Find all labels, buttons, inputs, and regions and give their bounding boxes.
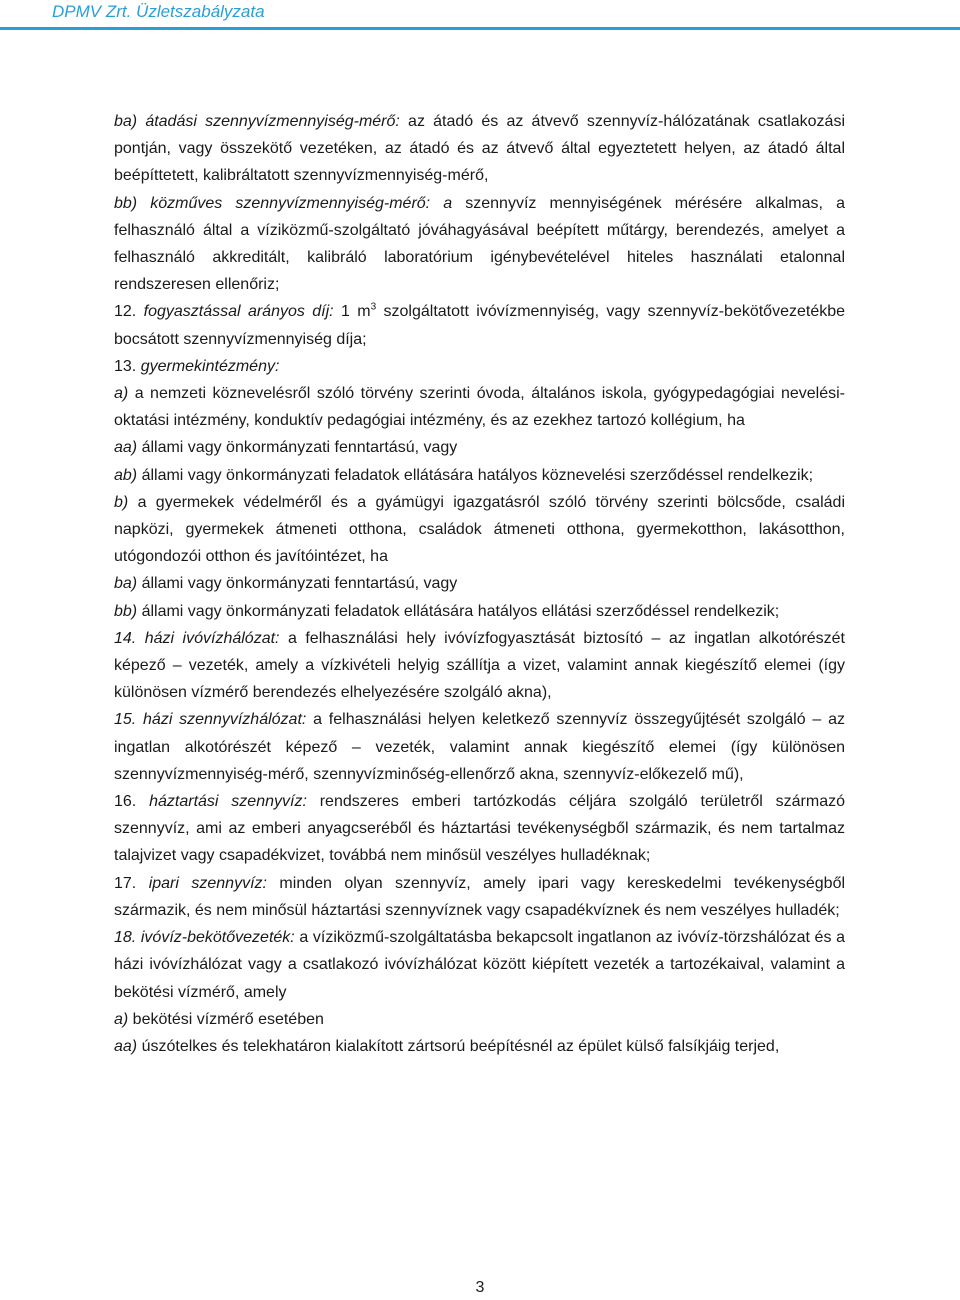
definition-text: bekötési vízmérő esetében bbox=[128, 1010, 324, 1028]
definition-text: szennyvíz mennyiségének mérésére alkalmas, a felhasználó által a víziközmű-szolgáltató jóváhagyásával beépített műtárgy, berendezés, amelyet a felhasználó akkreditált, kalibráló laboratórium igénybevételével hiteles használati etalonnal rendszeresen ellenőriz; bbox=[114, 194, 845, 294]
definition-text: úszótelkes és telekhatáron kialakított zártsorú beépítésnél az épület külső falsíkjáig terjed, bbox=[137, 1037, 780, 1055]
definition-paragraph bbox=[114, 706, 845, 788]
definition-label: bb) közműves szennyvízmennyiség-mérő: a bbox=[114, 194, 453, 212]
document-body bbox=[114, 108, 845, 1060]
definition-text: minden olyan szennyvíz, amely ipari vagy kereskedelmi tevékenységből származik, és nem minősül háztartási szennyvíznek vagy csapadékvíznek és nem veszélyes hulladék; bbox=[114, 874, 846, 919]
definition-paragraph bbox=[114, 570, 845, 597]
definition-paragraph bbox=[114, 298, 845, 352]
definition-label: bb) bbox=[114, 602, 138, 620]
definition-label: ba) átadási szennyvízmennyiség-mérő: bbox=[114, 113, 400, 130]
header-divider bbox=[0, 27, 960, 30]
definition-label: b) bbox=[114, 493, 129, 511]
definition-text: állami vagy önkormányzati fenntartású, vagy bbox=[137, 575, 458, 593]
definition-paragraph bbox=[114, 353, 845, 380]
definition-text: a gyermekek védelméről és a gyámügyi igazgatásról szóló törvény szerinti bölcsőde, családi napközi, gyermekek átmeneti otthona, családok átmeneti otthona, gyermekotthon, lakásotthon, utógondozói otthon és javítóintézet, ha bbox=[114, 493, 845, 566]
definition-label: a) bbox=[114, 1010, 129, 1028]
definition-text: állami vagy önkormányzati fenntartású, vagy bbox=[137, 439, 458, 457]
definition-paragraph bbox=[114, 924, 845, 1006]
definition-label: háztartási szennyvíz: bbox=[149, 793, 307, 811]
definition-text: állami vagy önkormányzati feladatok ellátására hatályos köznevelési szerződéssel rendelkezik; bbox=[137, 466, 814, 484]
definition-text: rendszeres emberi tartózkodás céljára szolgáló területről származó szennyvíz, ami az emberi anyagcseréből és háztartási tevékenységből származik, és nem tartalmaz talajvizet vagy csapadékvizet, továbbá nem minősül veszélyes hulladéknak; bbox=[114, 793, 845, 865]
page-number: 3 bbox=[475, 1279, 485, 1296]
definition-text: a felhasználási hely ivóvízfogyasztását biztosító – az ingatlan alkotórészét képező – vezeték, amely a vízkivételi helyig szállítja a vizet, valamint annak kiegészítő elemei (így különösen vízmérő berendezés elhelyezésére szolgáló akna), bbox=[114, 629, 845, 702]
definition-text: a víziközmű-szolgáltatásba bekapcsolt ingatlanon az ivóvíz-törzshálózat és a házi ivóvízhálózat vagy a csatlakozó ivóvízhálózat között kiépített vezeték a tartozékaival, valamint a bekötési vízmérő, amely bbox=[114, 929, 845, 1001]
definition-text: az átadó és az átvevő szennyvíz-hálózatának csatlakozási pontján, vagy összekötő vezetéken, az átadó és az átvevő által egyeztetett helyen, az átadó által beépíttetett, kalibráltatott szennyvízmennyiség-mérő, bbox=[114, 113, 845, 185]
definition-paragraph bbox=[114, 380, 845, 434]
definition-paragraph bbox=[114, 489, 845, 571]
definition-label: aa) bbox=[114, 1037, 138, 1055]
definition-paragraph bbox=[114, 788, 845, 870]
definition-number: 13. bbox=[114, 357, 141, 375]
definition-paragraph bbox=[114, 190, 845, 299]
definition-text: állami vagy önkormányzati feladatok ellátására hatályos ellátási szerződéssel rendelkezik; bbox=[137, 602, 780, 620]
definition-label: 15. házi szennyvízhálózat: bbox=[114, 711, 307, 729]
definition-number: 17. bbox=[114, 874, 149, 892]
definition-text: a nemzeti köznevelésről szóló törvény szerinti óvoda, általános iskola, gyógypedagógiai nevelési-oktatási intézmény, konduktív pedagógiai intézmény, és az ezekhez tartozó kollégium, ha bbox=[114, 385, 845, 430]
definition-number: 12. bbox=[114, 303, 144, 321]
definition-paragraph bbox=[114, 1006, 845, 1033]
definition-text-continued: szolgáltatott ivóvízmennyiség, vagy szennyvíz-bekötővezetékbe bocsátott szennyvízmennyiség díja; bbox=[114, 303, 846, 348]
document-header-title: DPMV Zrt. Üzletszabályzata bbox=[52, 2, 265, 21]
definition-paragraph bbox=[114, 598, 845, 625]
definition-label: gyermekintézmény: bbox=[140, 357, 280, 375]
definition-label: 18. ivóvíz-bekötővezeték: bbox=[114, 929, 295, 947]
definition-paragraph bbox=[114, 870, 845, 924]
unit-superscript: 3 bbox=[370, 302, 377, 314]
definition-number: 16. bbox=[114, 793, 150, 811]
definition-paragraph bbox=[114, 108, 845, 190]
definition-text: 1 m bbox=[333, 303, 371, 321]
definition-label: 14. házi ivóvízhálózat: bbox=[114, 629, 280, 647]
definition-paragraph bbox=[114, 1033, 845, 1060]
definition-label: ba) bbox=[114, 575, 138, 593]
definition-label: a) bbox=[114, 385, 129, 403]
definition-text: a felhasználási helyen keletkező szennyvíz összegyűjtését szolgáló – az ingatlan alkotórészét képező – vezeték, valamint annak kiegészítő elemei (így különösen szennyvízmennyiség-mérő, szennyvízminőség-ellenőrző akna, szennyvíz-előkezelő mű), bbox=[114, 711, 845, 783]
definition-label: ab) bbox=[114, 466, 138, 484]
definition-label: fogyasztással arányos díj: bbox=[143, 303, 334, 321]
definition-paragraph bbox=[114, 462, 845, 489]
definition-label: aa) bbox=[114, 439, 138, 457]
definition-paragraph bbox=[114, 625, 845, 707]
definition-label: ipari szennyvíz: bbox=[148, 874, 267, 892]
definition-paragraph bbox=[114, 434, 845, 461]
